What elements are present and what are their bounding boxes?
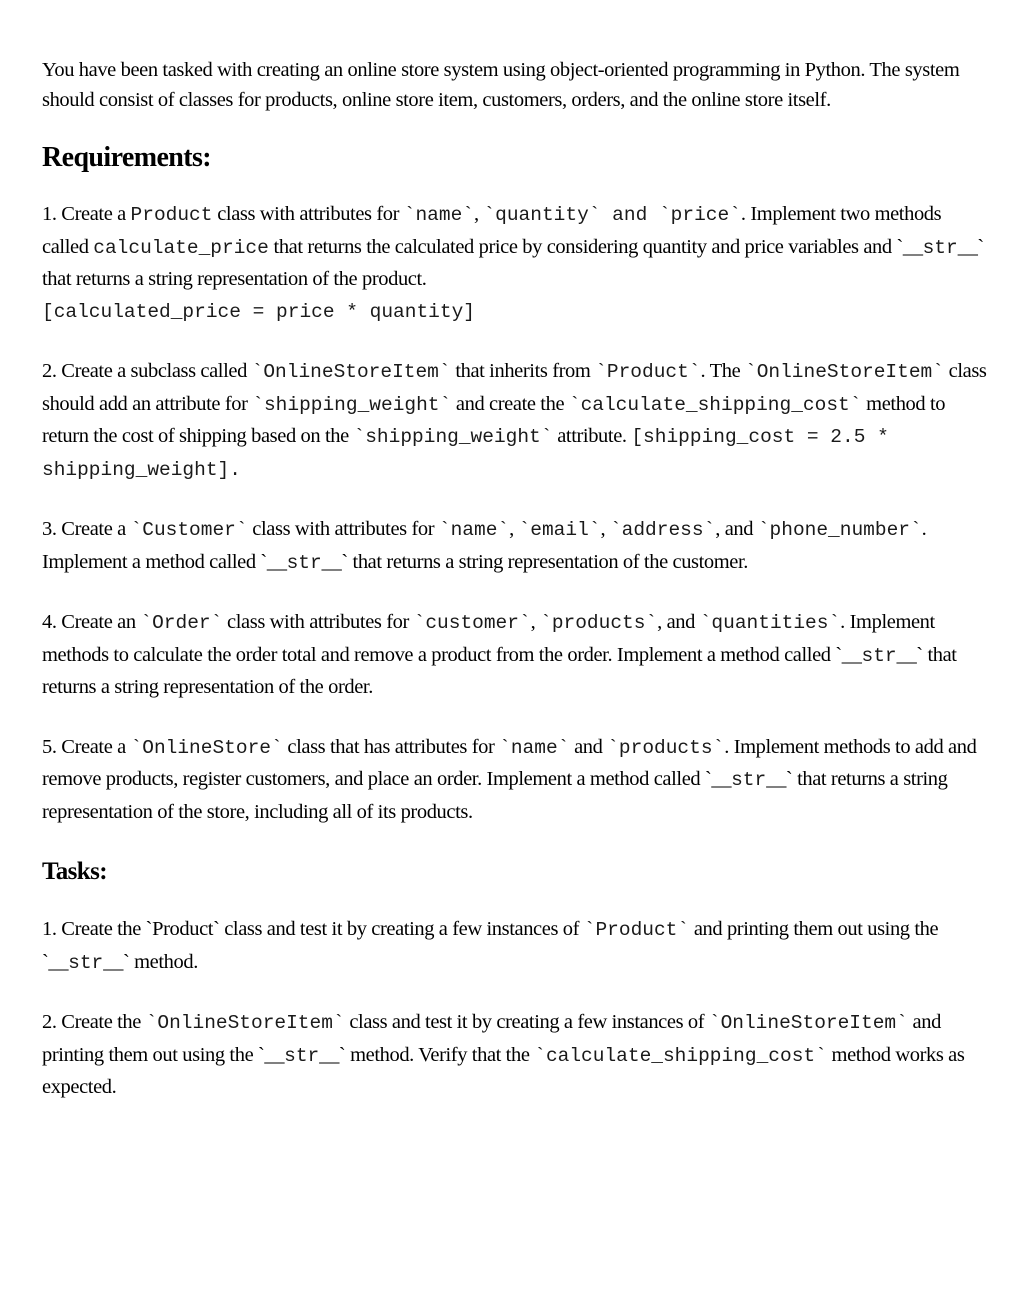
code-span: `OnlineStoreItem` xyxy=(251,361,451,383)
code-span: str xyxy=(68,951,104,974)
text-span: __` that returns a string representation of the customer. xyxy=(321,550,749,573)
document-page xyxy=(42,56,990,1104)
text-span: 5. Create a xyxy=(42,735,131,758)
code-span: `address` xyxy=(609,519,716,541)
code-span: `customer` xyxy=(413,612,531,634)
code-span: `name` xyxy=(403,204,474,226)
code-span: `Order` xyxy=(140,612,223,634)
code-span: `shipping_weight` xyxy=(252,393,452,416)
requirement-5 xyxy=(42,732,990,829)
text-span: __` that returns a string representation of the order. xyxy=(42,643,957,698)
requirement-3 xyxy=(42,514,990,579)
text-span: 4. Create an xyxy=(42,611,141,633)
requirement-4 xyxy=(42,607,990,704)
code-span: str xyxy=(731,769,767,791)
text-span: 1. Create the `Product` class and test it by creating a few instances of xyxy=(42,918,584,940)
text-span: __` method. Verify that the xyxy=(319,1043,535,1066)
requirement-2 xyxy=(42,356,990,486)
text-span: , xyxy=(509,518,519,540)
code-span: Product xyxy=(130,204,213,226)
text-span: method works as expected. xyxy=(42,1043,965,1098)
text-span: , and xyxy=(657,611,700,633)
code-span: `email` xyxy=(518,519,601,541)
text-span: and create the xyxy=(451,392,569,415)
text-span: 1. Create a xyxy=(42,203,131,225)
text-span: and printing them out using the `__ xyxy=(42,918,939,973)
code-span: `OnlineStoreItem` xyxy=(708,1012,908,1034)
text-span: . Implement methods to calculate the order total and remove a product from the order. Implement a method called `__ xyxy=(42,611,935,666)
text-span: class should add an attribute for xyxy=(42,360,987,415)
text-span: class with attributes for xyxy=(222,611,414,633)
tasks-heading: Tasks: xyxy=(42,858,107,885)
text-span: method to return the cost of shipping based on the xyxy=(42,392,946,447)
text-span: attribute. xyxy=(552,425,632,447)
code-span: `calculate_shipping_cost` xyxy=(534,1044,827,1067)
text-span: __` that returns a string representation of the store, including all of its products. xyxy=(42,768,948,823)
code-span: `OnlineStoreItem` xyxy=(145,1012,345,1034)
code-span: `OnlineStoreItem` xyxy=(745,361,944,383)
code-span: `shipping_weight` xyxy=(353,426,553,448)
text-span: 2. Create the xyxy=(42,1011,146,1033)
code-span: `calculate_shipping_cost` xyxy=(568,393,862,416)
text-span: , xyxy=(530,611,541,633)
text-span: class with attributes for xyxy=(212,203,404,225)
shipping-formula: [shipping_cost = 2.5 * shipping_weight]. xyxy=(42,426,889,481)
text-span: class that has attributes for xyxy=(282,735,500,758)
text-span: that inherits from xyxy=(450,360,596,382)
code-span: str xyxy=(284,1044,320,1067)
code-span: `Product` xyxy=(595,361,701,383)
code-span: `name` xyxy=(499,736,570,759)
price-formula: [calculated_price = price * quantity] xyxy=(42,300,475,323)
code-span: str xyxy=(861,644,897,667)
requirement-1 xyxy=(42,199,990,328)
code-span: `name` xyxy=(438,519,510,541)
task-1 xyxy=(42,914,990,979)
code-span: `Customer` xyxy=(130,519,248,541)
text-span: . Implement two methods called xyxy=(42,203,942,258)
text-span: . Implement a method called `__ xyxy=(42,518,927,573)
code-span: `products` xyxy=(540,612,658,634)
code-span: calculate_price xyxy=(93,236,269,259)
text-span: that returns the calculated price by considering quantity and price variables and `__ xyxy=(268,235,923,258)
text-span: . Implement methods to add and remove products, register customers, and place an order. Implement a method called `__ xyxy=(42,735,977,790)
code-span: `quantity` and `price` xyxy=(483,204,741,226)
code-span: `phone_number` xyxy=(757,519,922,541)
text-span: class with attributes for xyxy=(247,518,439,540)
code-span: `Product` xyxy=(583,919,690,941)
text-span: . The xyxy=(700,360,745,382)
code-span: str xyxy=(922,236,958,259)
text-span: and xyxy=(569,735,608,758)
code-span: `OnlineStore` xyxy=(130,736,283,759)
code-span: `quantities` xyxy=(699,612,841,634)
text-span: __` method. xyxy=(103,950,198,973)
intro-paragraph: You have been tasked with creating an online store system using object-oriented programming in Python. The system should consist of classes for products, online store item, customers, orders, and the online store itself. xyxy=(42,59,960,111)
text-span: 2. Create a subclass called xyxy=(42,360,252,382)
code-span: `products` xyxy=(607,736,725,759)
text-span: __` that returns a string representation of the product. xyxy=(42,235,984,290)
text-span: , and xyxy=(715,518,758,540)
text-span: , xyxy=(474,203,484,225)
requirements-heading: Requirements: xyxy=(42,142,211,173)
text-span: and printing them out using the `__ xyxy=(42,1011,941,1066)
text-span: class and test it by creating a few instances of xyxy=(344,1011,709,1033)
text-span: 3. Create a xyxy=(42,518,131,540)
code-span: str xyxy=(286,551,322,574)
task-2 xyxy=(42,1007,990,1104)
text-span: , xyxy=(600,518,610,540)
